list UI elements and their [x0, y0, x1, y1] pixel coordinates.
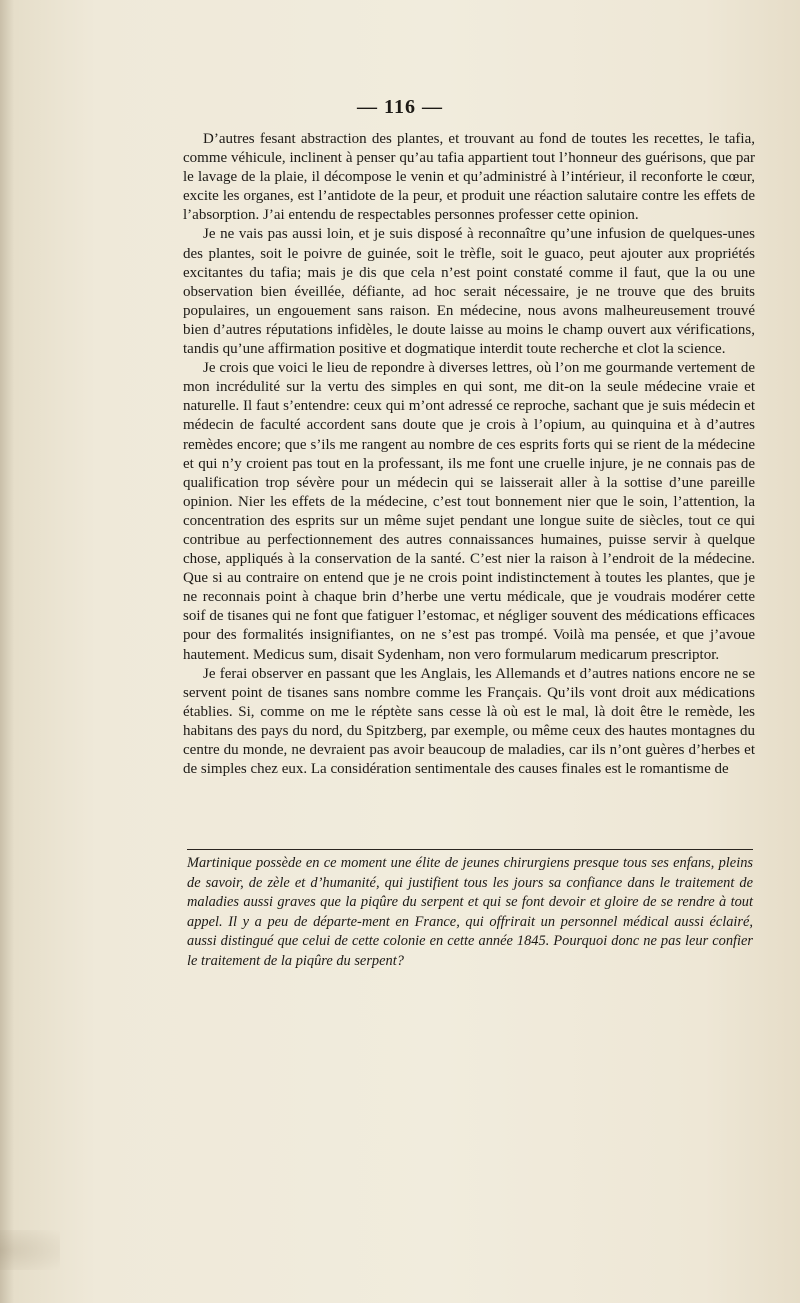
footnote	[187, 854, 753, 971]
binding-shadow	[0, 0, 14, 1303]
body-text	[183, 130, 755, 779]
paragraph-3: Je crois que voici le lieu de repondre à diverses lettres, où l’on me gourmande vertement de mon incrédulité sur la vertu des simples en qui sont, me dit-on la seule médecine vraie et naturelle. Il faut s’entendre: ceux qui m’ont adressé ce reproche, sachant que je suis médecin et médecin de faculté accordent sans doute que je crois à l’opium, au quinquina et à d’autres remèdes encore; que s’ils me rangent au nombre de ces esprits forts qui se rient de la médecine et qui n’y croient pas tout en la professant, ils me font une cruelle injure, je ne connais pas de qualification trop sévère pour un médecin qui se laisserait aller à la sottise d’une pareille opinion. Nier les effets de la médecine, c’est tout bonnement nier que le soin, l’attention, la concentration des esprits sur un même sujet pendant une longue suite de siècles, tout ce qui contribue au perfectionnement des autres connaissances humaines, puisse servir à quelque chose, appliqués à la conservation de la santé. C’est nier la raison à l’endroit de la médecine. Que si au contraire on entend que je ne crois point indistinctement à toutes les plantes, que je ne reconnais point à chaque brin d’herbe une vertu médicale, que je voudrais modérer cette soif de tisanes qui ne font que fatiguer l’estomac, et négliger souvent des médications efficaces pour des formalités insignifiantes, on ne s’est pas trompé. Voilà ma pensée, et que j’avoue hautement. Medicus sum, disait Sydenham, non vero formularum medicarum prescriptor.	[183, 360, 755, 663]
paragraph-4: Je ferai observer en passant que les Anglais, les Allemands et d’autres nations encore ne se servent point de tisanes sans nombre comme les Français. Qu’ils vont droit aux médications établies. Si, comme on me le réptète sans cesse là où est le mal, là doit être le remède, les habitans des pays du nord, du Spitzberg, par exemple, ou même ceux des hautes montagnes du centre du monde, ne devraient pas avoir beaucoup de maladies, car ils n’ont guères d’herbes et de simples chez eux. La considération sentimentale des causes finales est le romantisme de	[183, 665, 755, 778]
page-number: — 116 —	[357, 96, 443, 118]
paragraph-1: D’autres fesant abstraction des plantes, et trouvant au fond de toutes les recettes, le tafia, comme véhicule, inclinent à penser qu’au tafia appartient tout l’honneur des guérisons, que par le lavage de la plaie, il décompose le venin et qu’administré à l’intérieur, il reconforte le cœur, excite les organes, est l’antidote de la peur, et produit une réaction salutaire contre les effets de l’absorption. J’ai entendu de respectables personnes professer cette opinion.	[183, 131, 755, 224]
footnote-text: Martinique possède en ce moment une élite de jeunes chirurgiens presque tous ses enfans, pleins de savoir, de zèle et d’humanité, qui justifient tous les jours sa confiance dans le traitement de maladies aussi graves que la piqûre du serpent et qui se font devoir et gloire de se rendre à tout appel. Il y a peu de départe-ment en France, qui offrirait un personnel médical aussi éclairé, aussi distingué que celui de cette colonie en cette année 1845. Pourquoi donc ne pas leur confier le traitement de la piqûre du serpent?	[187, 855, 753, 969]
paragraph-2: Je ne vais pas aussi loin, et je suis disposé à reconnaître qu’une infusion de quelques-unes des plantes, soit le poivre de guinée, soit le trèfle, soit le guaco, peut ajouter aux propriétés excitantes du tafia; mais je dis que cela n’est point constaté comme il faut, que la ou une observation bien éveillée, défiante, ad hoc serait nécessaire, je ne trouve que des bruits populaires, un engouement sans raison. En médecine, nous avons malheureusement trouvé bien d’autres réputations infidèles, le doute laisse au moins le champ ouvert aux vérifications, tandis qu’une affirmation positive et dogmatique interdit toute recherche et clot la science.	[183, 226, 755, 358]
footnote-divider	[187, 849, 753, 850]
page-stain	[0, 1230, 60, 1270]
